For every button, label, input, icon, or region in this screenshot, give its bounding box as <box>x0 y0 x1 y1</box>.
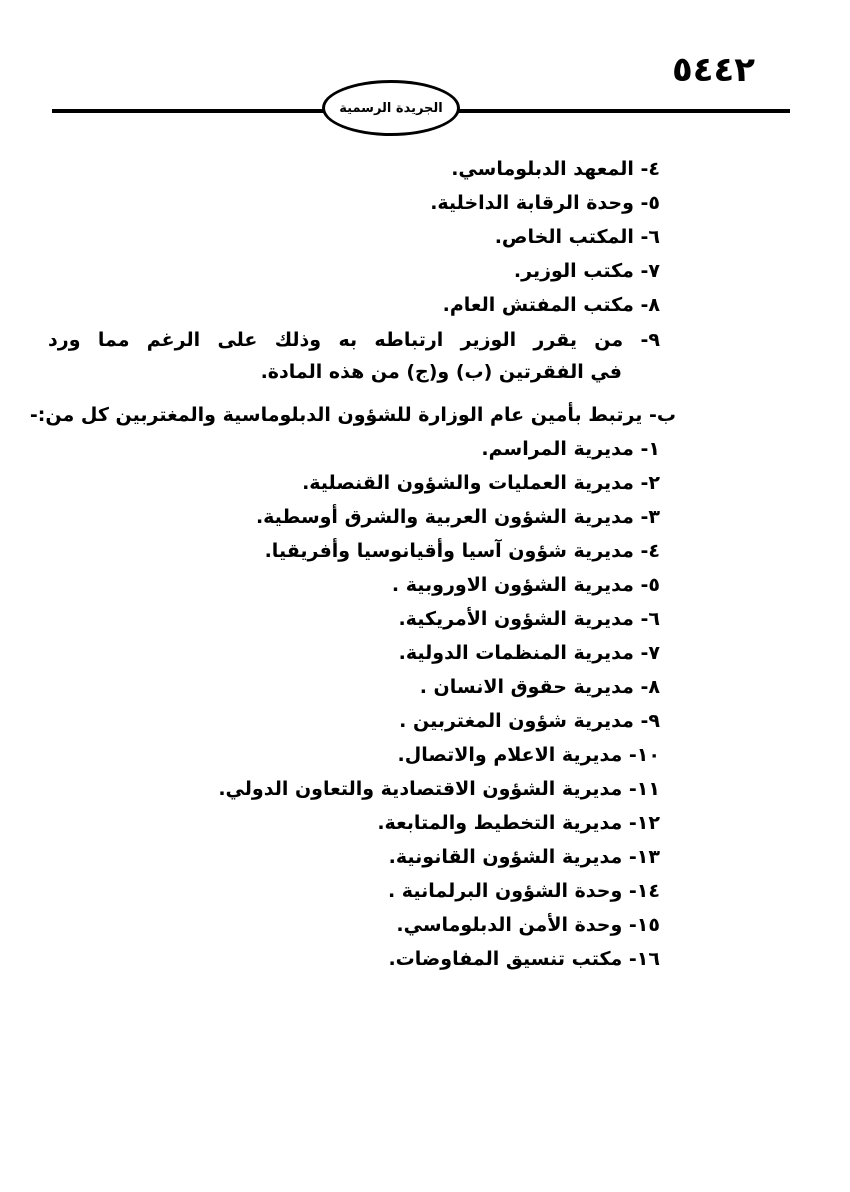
gazette-title-oval <box>322 80 460 136</box>
list-item: ٣- مديرية الشؤون العربية والشرق أوسطية. <box>255 506 660 528</box>
list-item: ١٢- مديرية التخطيط والمتابعة. <box>377 812 660 834</box>
list-item: ٤- مديرية شؤون آسيا وأقيانوسيا وأفريقيا. <box>264 540 660 562</box>
list-item: ٥- مديرية الشؤون الاوروبية . <box>391 574 660 596</box>
list-item: ١٥- وحدة الأمن الدبلوماسي. <box>396 914 660 936</box>
list-item: ٧- مكتب الوزير. <box>513 260 660 282</box>
list-item: ٦- مديرية الشؤون الأمريكية. <box>398 608 660 630</box>
page-number: ٥٤٤٢ <box>671 50 755 90</box>
section-b-heading: ب- يرتبط بأمين عام الوزارة للشؤون الدبلوماسية والمغتربين كل من:- <box>29 404 676 426</box>
paragraph-line-1: ٩- من يقرر الوزير ارتباطه به وذلك على الرغم مما ورد <box>48 329 660 351</box>
gazette-title: الجريدة الرسمية <box>339 100 443 116</box>
list-item: ٥- وحدة الرقابة الداخلية. <box>430 192 660 214</box>
list-item: ٤- المعهد الدبلوماسي. <box>451 158 660 180</box>
list-item: ١٣- مديرية الشؤون القانونية. <box>388 846 660 868</box>
list-item: ٨- مكتب المفتش العام. <box>442 294 660 316</box>
list-item: ٢- مديرية العمليات والشؤون القنصلية. <box>302 472 660 494</box>
list-item: ٨- مديرية حقوق الانسان . <box>419 676 660 698</box>
document-body <box>29 152 676 976</box>
list-item: ١٠- مديرية الاعلام والاتصال. <box>397 744 660 766</box>
list-item: ٧- مديرية المنظمات الدولية. <box>398 642 660 664</box>
list-item: ٩- مديرية شؤون المغتربين . <box>399 710 660 732</box>
list-item: ٦- المكتب الخاص. <box>494 226 660 248</box>
list-item: ١- مديرية المراسم. <box>481 438 660 460</box>
list-item: ١١- مديرية الشؤون الاقتصادية والتعاون الدولي. <box>218 778 660 800</box>
list-item: ١٦- مكتب تنسيق المفاوضات. <box>388 948 660 970</box>
list-item: ١٤- وحدة الشؤون البرلمانية . <box>387 880 660 902</box>
paragraph-line-2: في الفقرتين (ب) و(ج) من هذه المادة. <box>260 361 622 383</box>
list-item-9-paragraph <box>48 324 660 388</box>
